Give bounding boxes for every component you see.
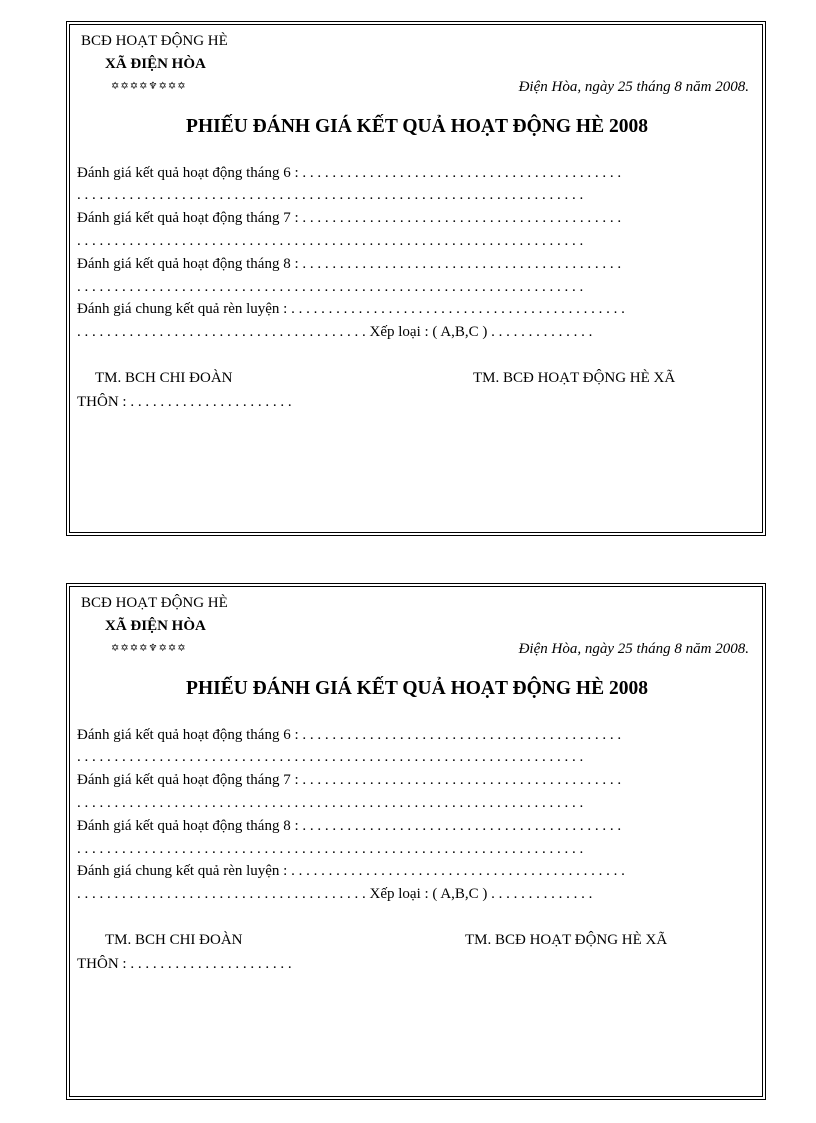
commune-name: XÃ ĐIỆN HÒA xyxy=(105,56,206,72)
ornament-divider: ✡✡✡✡♆✡✡✡ xyxy=(111,643,187,654)
classification-line: . . . . . . . . . . . . . . . . . . . . . . . . . . . . . . . . . . . . . . . Xếp loại : ( A,B,C ) . . . . . . . . . . . . . . xyxy=(77,324,593,340)
form-title: PHIẾU ĐÁNH GIÁ KẾT QUẢ HOẠT ĐỘNG HÈ 2008 xyxy=(186,678,648,699)
signature-left-village: THÔN : . . . . . . . . . . . . . . . . . . . . . . xyxy=(77,956,292,972)
ornament-divider: ✡✡✡✡♆✡✡✡ xyxy=(111,81,187,92)
month-6-evaluation: Đánh giá kết quả hoạt động tháng 6 : . . . . . . . . . . . . . . . . . . . . . . . . . . . . . . . . . . . . . . . . . . . xyxy=(77,727,622,743)
signature-left-village: THÔN : . . . . . . . . . . . . . . . . . . . . . . xyxy=(77,394,292,410)
classification-line: . . . . . . . . . . . . . . . . . . . . . . . . . . . . . . . . . . . . . . . Xếp loại : ( A,B,C ) . . . . . . . . . . . . . . xyxy=(77,886,593,902)
form-title: PHIẾU ĐÁNH GIÁ KẾT QUẢ HOẠT ĐỘNG HÈ 2008 xyxy=(186,116,648,137)
month-7-evaluation: Đánh giá kết quả hoạt động tháng 7 : . . . . . . . . . . . . . . . . . . . . . . . . . . . . . . . . . . . . . . . . . . . xyxy=(77,772,622,788)
signature-right-title: TM. BCĐ HOẠT ĐỘNG HÈ XÃ xyxy=(465,932,668,948)
overall-evaluation: Đánh giá chung kết quả rèn luyện : . . . . . . . . . . . . . . . . . . . . . . . . . . . . . . . . . . . . . . . . . . . . . xyxy=(77,863,625,879)
organization-name: BCĐ HOẠT ĐỘNG HÈ xyxy=(81,595,228,611)
month-6-evaluation: Đánh giá kết quả hoạt động tháng 6 : . . . . . . . . . . . . . . . . . . . . . . . . . . . . . . . . . . . . . . . . . . . xyxy=(77,165,622,181)
month-6-continuation: . . . . . . . . . . . . . . . . . . . . . . . . . . . . . . . . . . . . . . . . . . . . . . . . . . . . . . . . . . . . . . . . . . . . xyxy=(77,749,584,765)
month-8-evaluation: Đánh giá kết quả hoạt động tháng 8 : . . . . . . . . . . . . . . . . . . . . . . . . . . . . . . . . . . . . . . . . . . . xyxy=(77,818,622,834)
month-6-continuation: . . . . . . . . . . . . . . . . . . . . . . . . . . . . . . . . . . . . . . . . . . . . . . . . . . . . . . . . . . . . . . . . . . . . xyxy=(77,187,584,203)
evaluation-form-2 xyxy=(66,583,766,1100)
signature-left-title: TM. BCH CHI ĐOÀN xyxy=(95,370,233,386)
organization-name: BCĐ HOẠT ĐỘNG HÈ xyxy=(81,33,228,49)
month-8-continuation: . . . . . . . . . . . . . . . . . . . . . . . . . . . . . . . . . . . . . . . . . . . . . . . . . . . . . . . . . . . . . . . . . . . . xyxy=(77,841,584,857)
month-7-continuation: . . . . . . . . . . . . . . . . . . . . . . . . . . . . . . . . . . . . . . . . . . . . . . . . . . . . . . . . . . . . . . . . . . . . xyxy=(77,233,584,249)
signature-left-title: TM. BCH CHI ĐOÀN xyxy=(105,932,243,948)
month-7-continuation: . . . . . . . . . . . . . . . . . . . . . . . . . . . . . . . . . . . . . . . . . . . . . . . . . . . . . . . . . . . . . . . . . . . . xyxy=(77,795,584,811)
month-8-evaluation: Đánh giá kết quả hoạt động tháng 8 : . . . . . . . . . . . . . . . . . . . . . . . . . . . . . . . . . . . . . . . . . . . xyxy=(77,256,622,272)
place-date-line: Điện Hòa, ngày 25 tháng 8 năm 2008. xyxy=(518,641,749,657)
overall-evaluation: Đánh giá chung kết quả rèn luyện : . . . . . . . . . . . . . . . . . . . . . . . . . . . . . . . . . . . . . . . . . . . . . xyxy=(77,301,625,317)
commune-name: XÃ ĐIỆN HÒA xyxy=(105,618,206,634)
evaluation-form-1 xyxy=(66,21,766,536)
month-8-continuation: . . . . . . . . . . . . . . . . . . . . . . . . . . . . . . . . . . . . . . . . . . . . . . . . . . . . . . . . . . . . . . . . . . . . xyxy=(77,279,584,295)
place-date-line: Điện Hòa, ngày 25 tháng 8 năm 2008. xyxy=(518,79,749,95)
signature-right-title: TM. BCĐ HOẠT ĐỘNG HÈ XÃ xyxy=(473,370,676,386)
month-7-evaluation: Đánh giá kết quả hoạt động tháng 7 : . . . . . . . . . . . . . . . . . . . . . . . . . . . . . . . . . . . . . . . . . . . xyxy=(77,210,622,226)
